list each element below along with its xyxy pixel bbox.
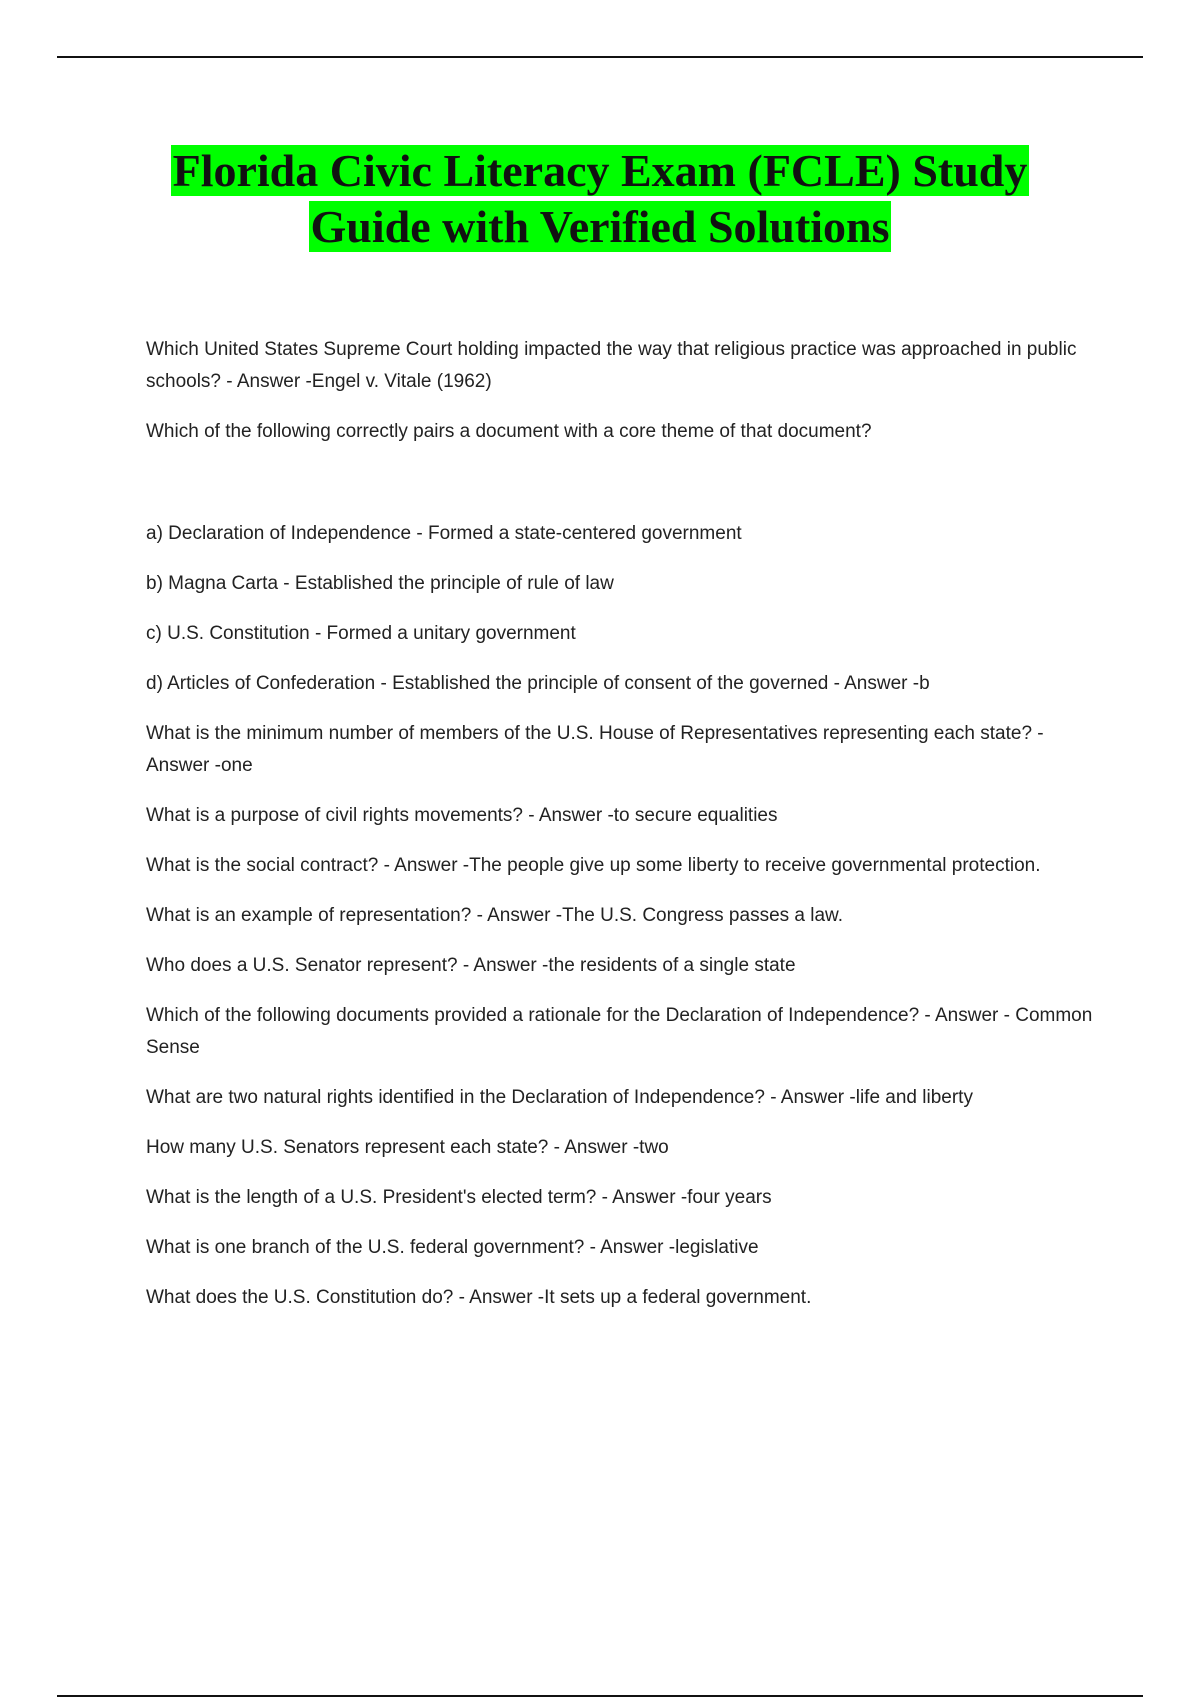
paragraph: What is the minimum number of members of the U.S. House of Representatives representing each state? - Answer -one xyxy=(146,723,1044,776)
paragraph: a) Declaration of Independence - Formed a state-centered government xyxy=(146,523,742,544)
paragraph: What is one branch of the U.S. federal government? - Answer -legislative xyxy=(146,1237,759,1258)
paragraph: Which United States Supreme Court holding impacted the way that religious practice was approached in public schools? - Answer -Engel v. Vitale (1962) xyxy=(146,339,1077,392)
paragraph: What is the length of a U.S. President's elected term? - Answer -four years xyxy=(146,1187,772,1208)
paragraph: What is a purpose of civil rights movements? - Answer -to secure equalities xyxy=(146,805,778,826)
paragraph: Which of the following correctly pairs a document with a core theme of that document? xyxy=(146,421,872,442)
document-title xyxy=(0,143,1200,255)
paragraph: b) Magna Carta - Established the principle of rule of law xyxy=(146,573,614,594)
bottom-rule xyxy=(57,1695,1143,1697)
paragraph: How many U.S. Senators represent each state? - Answer -two xyxy=(146,1137,669,1158)
paragraph: What is the social contract? - Answer -The people give up some liberty to receive governmental protection. xyxy=(146,855,1041,876)
paragraph: Who does a U.S. Senator represent? - Answer -the residents of a single state xyxy=(146,955,796,976)
paragraph: Which of the following documents provided a rationale for the Declaration of Independence? - Answer - Common Sense xyxy=(146,1005,1093,1058)
document-body xyxy=(146,334,1096,1332)
title-line-1: Florida Civic Literacy Exam (FCLE) Study xyxy=(172,145,1028,196)
paragraph: d) Articles of Confederation - Established the principle of consent of the governed - Answer -b xyxy=(146,673,930,694)
paragraph: What does the U.S. Constitution do? - Answer -It sets up a federal government. xyxy=(146,1287,812,1308)
paragraph: What are two natural rights identified in the Declaration of Independence? - Answer -life and liberty xyxy=(146,1087,973,1108)
paragraph: What is an example of representation? - Answer -The U.S. Congress passes a law. xyxy=(146,905,843,926)
title-line-2: Guide with Verified Solutions xyxy=(310,201,890,252)
paragraph: c) U.S. Constitution - Formed a unitary government xyxy=(146,623,576,644)
top-rule xyxy=(57,56,1143,58)
